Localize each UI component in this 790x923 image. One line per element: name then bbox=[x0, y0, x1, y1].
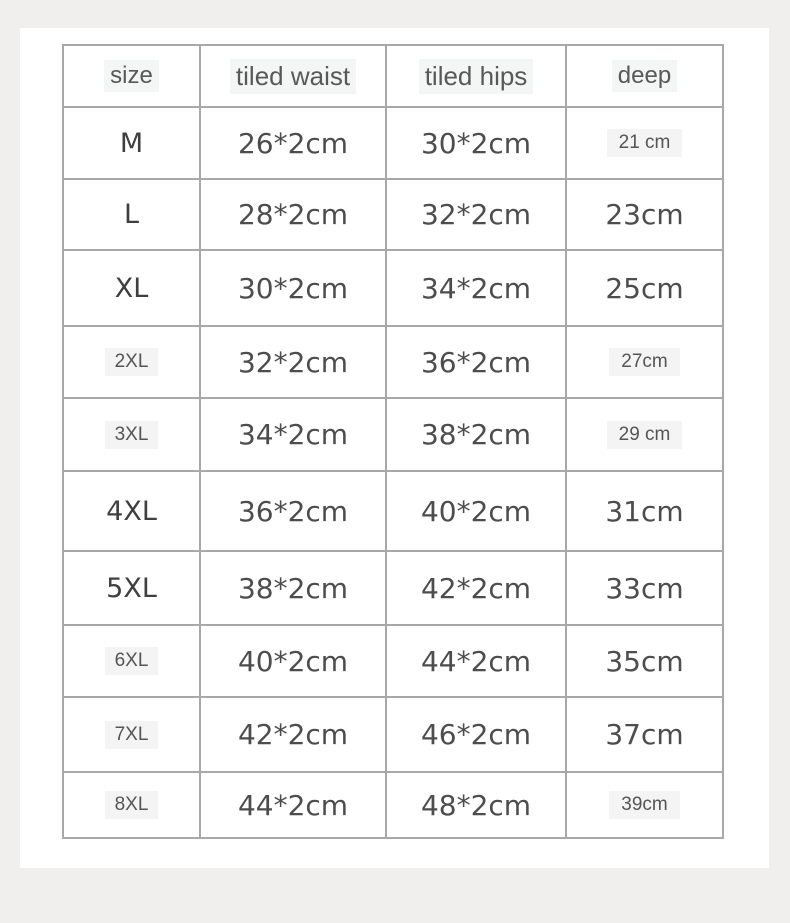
header-size-cell bbox=[63, 45, 200, 107]
hips-value: 46*2cm bbox=[420, 718, 532, 751]
header-row bbox=[63, 45, 723, 107]
deep-cell bbox=[566, 625, 723, 697]
size-chart-table bbox=[62, 44, 724, 839]
table-row bbox=[63, 551, 723, 625]
waist-cell bbox=[200, 772, 386, 838]
size-cell bbox=[63, 625, 200, 697]
waist-cell bbox=[200, 250, 386, 326]
size-label: XL bbox=[114, 272, 149, 304]
size-label: 6XL bbox=[105, 647, 159, 675]
table-row bbox=[63, 250, 723, 326]
hips-cell bbox=[386, 326, 566, 398]
size-cell bbox=[63, 326, 200, 398]
deep-value: 21 cm bbox=[607, 129, 683, 157]
waist-value: 32*2cm bbox=[237, 345, 349, 379]
size-label: 2XL bbox=[105, 348, 159, 376]
header-hips-label: tiled hips bbox=[419, 59, 534, 94]
header-size-label: size bbox=[104, 60, 159, 92]
hips-value: 36*2cm bbox=[420, 345, 532, 379]
deep-cell bbox=[566, 326, 723, 398]
waist-value: 26*2cm bbox=[237, 126, 349, 160]
hips-value: 48*2cm bbox=[420, 788, 532, 822]
size-label: 7XL bbox=[105, 721, 159, 749]
hips-value: 30*2cm bbox=[420, 126, 532, 160]
deep-cell bbox=[566, 250, 723, 326]
deep-cell bbox=[566, 772, 723, 838]
waist-value: 38*2cm bbox=[237, 571, 349, 605]
deep-value: 37cm bbox=[605, 718, 684, 751]
size-chart-card bbox=[20, 28, 769, 868]
deep-cell bbox=[566, 179, 723, 250]
hips-cell bbox=[386, 471, 566, 551]
waist-value: 42*2cm bbox=[237, 718, 349, 751]
deep-value: 31cm bbox=[605, 494, 684, 528]
header-hips-cell bbox=[386, 45, 566, 107]
size-cell bbox=[63, 551, 200, 625]
deep-value: 23cm bbox=[605, 198, 684, 231]
header-waist-cell bbox=[200, 45, 386, 107]
waist-value: 30*2cm bbox=[237, 271, 349, 305]
size-label: 5XL bbox=[106, 572, 157, 604]
hips-value: 34*2cm bbox=[420, 271, 532, 305]
deep-cell bbox=[566, 551, 723, 625]
header-deep-label: deep bbox=[612, 60, 677, 92]
table-row bbox=[63, 697, 723, 772]
waist-cell bbox=[200, 107, 386, 179]
table-row bbox=[63, 326, 723, 398]
size-cell bbox=[63, 250, 200, 326]
waist-cell bbox=[200, 326, 386, 398]
table-row bbox=[63, 179, 723, 250]
hips-value: 44*2cm bbox=[420, 644, 532, 678]
hips-cell bbox=[386, 697, 566, 772]
deep-value: 25cm bbox=[605, 271, 684, 305]
waist-cell bbox=[200, 179, 386, 250]
deep-value: 33cm bbox=[605, 571, 684, 605]
hips-cell bbox=[386, 250, 566, 326]
hips-cell bbox=[386, 625, 566, 697]
table-row bbox=[63, 772, 723, 838]
size-cell bbox=[63, 697, 200, 772]
waist-value: 40*2cm bbox=[237, 644, 349, 678]
size-cell bbox=[63, 471, 200, 551]
hips-value: 32*2cm bbox=[420, 198, 532, 231]
size-cell bbox=[63, 107, 200, 179]
size-cell bbox=[63, 398, 200, 471]
deep-cell bbox=[566, 398, 723, 471]
size-label: 3XL bbox=[105, 421, 159, 449]
table-row bbox=[63, 398, 723, 471]
deep-value: 29 cm bbox=[607, 421, 683, 449]
hips-cell bbox=[386, 551, 566, 625]
deep-value: 27cm bbox=[609, 348, 679, 376]
waist-value: 28*2cm bbox=[237, 198, 349, 231]
hips-cell bbox=[386, 772, 566, 838]
deep-cell bbox=[566, 471, 723, 551]
header-deep-cell bbox=[566, 45, 723, 107]
waist-cell bbox=[200, 471, 386, 551]
hips-value: 38*2cm bbox=[420, 418, 532, 451]
hips-value: 42*2cm bbox=[420, 571, 532, 605]
size-label: 4XL bbox=[106, 495, 157, 527]
size-label: M bbox=[119, 127, 144, 159]
waist-cell bbox=[200, 625, 386, 697]
deep-value: 35cm bbox=[605, 644, 684, 678]
header-waist-label: tiled waist bbox=[230, 59, 356, 94]
size-cell bbox=[63, 179, 200, 250]
waist-cell bbox=[200, 697, 386, 772]
waist-value: 34*2cm bbox=[237, 418, 349, 451]
hips-value: 40*2cm bbox=[420, 494, 532, 528]
size-cell bbox=[63, 772, 200, 838]
deep-cell bbox=[566, 107, 723, 179]
size-label: 8XL bbox=[105, 791, 159, 819]
hips-cell bbox=[386, 179, 566, 250]
deep-value: 39cm bbox=[609, 791, 679, 819]
deep-cell bbox=[566, 697, 723, 772]
hips-cell bbox=[386, 107, 566, 179]
waist-value: 44*2cm bbox=[237, 788, 349, 822]
waist-value: 36*2cm bbox=[237, 494, 349, 528]
table-row bbox=[63, 471, 723, 551]
hips-cell bbox=[386, 398, 566, 471]
waist-cell bbox=[200, 398, 386, 471]
waist-cell bbox=[200, 551, 386, 625]
table-row bbox=[63, 625, 723, 697]
size-label: L bbox=[123, 199, 140, 230]
table-row bbox=[63, 107, 723, 179]
